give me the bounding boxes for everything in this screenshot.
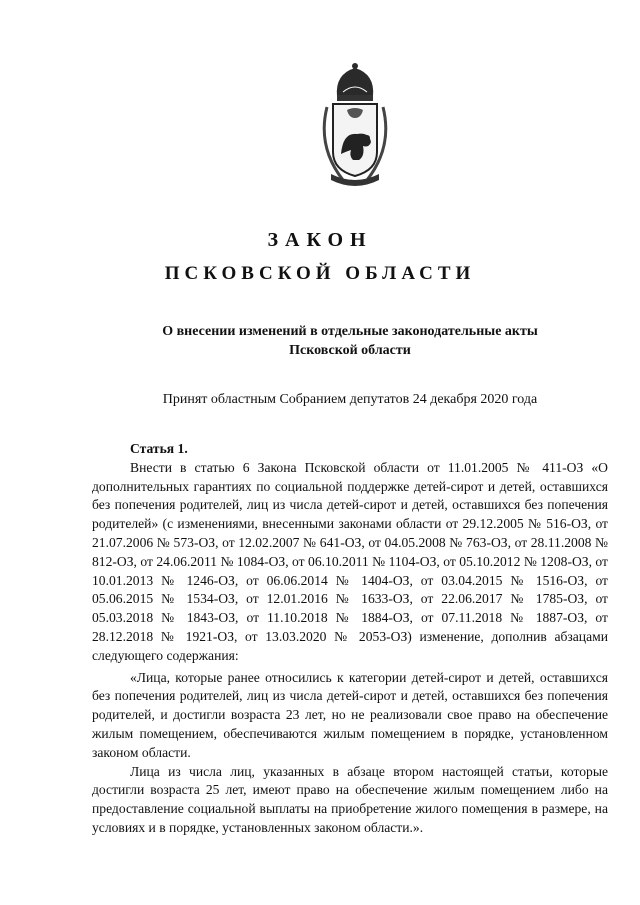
- law-subtitle: [100, 322, 600, 360]
- adoption-note: Принят областным Собранием депутатов 24 декабря 2020 года: [162, 392, 538, 407]
- article-title: Статья 1.: [130, 441, 188, 456]
- coat-of-arms-icon: [313, 62, 397, 192]
- article-paragraph-2: «Лица, которые ранее относились к категории детей-сирот и детей, оставшихся без попечения родителей, лиц из числа детей-сирот и детей, оставшихся без попечения родителей, и достигли возраста 23 лет, но не реализовали свое право на обеспечение жилым помещением, обеспечиваются жилым помещением в порядке, установленном законом области.: [92, 669, 608, 760]
- article-paragraph-3: Лица из числа лиц, указанных в абзаце втором настоящей статьи, которые достигли возраста 25 лет, имеют право на обеспечение жилым помещением либо на предоставление социальной выплаты на приобретение жилого помещения в размере, на условиях и в порядке, установленных законом области.».: [92, 763, 608, 835]
- article-body: [92, 440, 608, 838]
- subtitle-line-2: Псковской области: [289, 343, 411, 358]
- subtitle-line-1: О внесении изменений в отдельные законодательные акты: [162, 324, 538, 339]
- article-paragraph-1: Внести в статью 6 Закона Псковской области от 11.01.2005 № 411-ОЗ «О дополнительных гарантиях по социальной поддержке детей-сирот и детей, оставшихся без попечения родителей, лиц из числа детей-сирот и детей, оставшихся без попечения родителей» (с изменениями, внесенными законами области от 29.12.2005 № 516-ОЗ, от 21.07.2006 № 573-ОЗ, от 12.02.2007 № 641-ОЗ, от 04.05.2008 № 763-ОЗ, от 28.11.2008 № 812-ОЗ, от 24.06.2011 № 1084-ОЗ, от 06.10.2011 № 1104-ОЗ, от 05.10.2012 № 1208-ОЗ, от 10.01.2013 № 1246-ОЗ, от 06.06.2014 № 1404-ОЗ, от 03.04.2015 № 1516-ОЗ, от 05.06.2015 № 1534-ОЗ, от 12.01.2016 № 1633-ОЗ, от 22.06.2017 № 1785-ОЗ, от 05.03.2018 № 1843-ОЗ, от 11.10.2018 № 1884-ОЗ, от 07.11.2018 № 1887-ОЗ, от 28.12.2018 № 1921-ОЗ, от 13.03.2020 № 2053-ОЗ) изменение, дополнив абзацами следующего содержания:: [92, 459, 608, 663]
- document-title: ЗАКОН: [267, 229, 373, 251]
- region-title: ПСКОВСКОЙ ОБЛАСТИ: [164, 263, 476, 284]
